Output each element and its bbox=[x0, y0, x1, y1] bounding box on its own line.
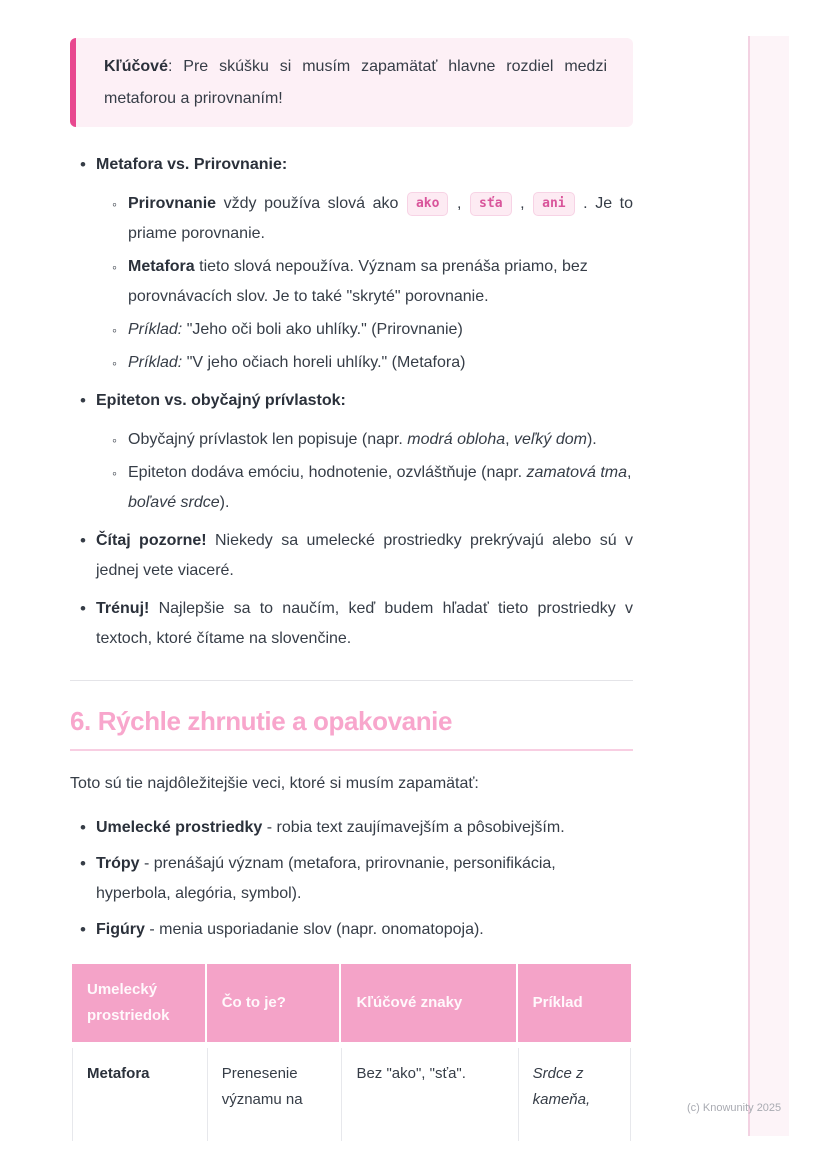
code-chip: ani bbox=[533, 192, 574, 216]
bullet-icon: ◦ bbox=[112, 355, 117, 371]
list-item-text: Príklad: "Jeho oči boli ako uhlíky." (Prirovnanie) bbox=[128, 321, 463, 338]
bullet-icon: • bbox=[80, 391, 86, 410]
table-cell: Prenesenie významu na bbox=[207, 1048, 340, 1141]
bullet-icon: • bbox=[80, 818, 86, 837]
bullet-icon: • bbox=[80, 854, 86, 873]
bullet-icon: ◦ bbox=[112, 465, 117, 481]
section-heading: 6. Rýchle zhrnutie a opakovanie bbox=[70, 703, 633, 751]
callout-text: Kľúčové: Pre skúšku si musím zapamätať hlavne rozdiel medzi metaforou a prirovnaním! bbox=[104, 58, 607, 107]
list-item bbox=[70, 386, 633, 416]
list-item-text: Príklad: "V jeho očiach horeli uhlíky." (Metafora) bbox=[128, 354, 466, 371]
list-item-text: Epiteton dodáva emóciu, hodnotenie, ozvláštňuje (napr. zamatová tma, boľavé srdce). bbox=[128, 464, 632, 511]
table-cell: Srdce z kameňa, bbox=[518, 1048, 631, 1141]
bullet-icon: ◦ bbox=[112, 322, 117, 338]
summary-list bbox=[70, 813, 633, 945]
table-cell: Bez "ako", "sťa". bbox=[341, 1048, 515, 1141]
list-item bbox=[70, 425, 633, 455]
list-item bbox=[70, 252, 633, 312]
table-cell: Metafora bbox=[72, 1048, 205, 1141]
list-item-text: Metafora vs. Prirovnanie: bbox=[96, 156, 288, 173]
bullet-icon: • bbox=[80, 155, 86, 174]
list-item-text: Epiteton vs. obyčajný prívlastok: bbox=[96, 392, 346, 409]
list-item bbox=[70, 458, 633, 518]
list-item bbox=[70, 315, 633, 345]
code-chip: sťa bbox=[470, 192, 511, 216]
list-item bbox=[70, 189, 633, 249]
summary-table bbox=[70, 958, 633, 1141]
copyright-watermark: (c) Knowunity 2025 bbox=[687, 1102, 782, 1114]
list-item bbox=[70, 849, 633, 909]
key-callout bbox=[70, 38, 633, 127]
list-item bbox=[70, 150, 633, 180]
table-header-cell: Čo to je? bbox=[207, 964, 340, 1042]
section-divider bbox=[70, 680, 633, 681]
list-item-text: Umelecké prostriedky - robia text zaujímavejším a pôsobivejším. bbox=[96, 819, 565, 836]
list-item-text: Prirovnanie vždy používa slová ako ako , sťa , ani . Je to priame porovnanie. bbox=[128, 195, 633, 242]
list-item-text: Trénuj! Najlepšie sa to naučím, keď budem hľadať tieto prostriedky v textoch, ktoré čítame na slovenčine. bbox=[96, 600, 633, 647]
page-content bbox=[70, 0, 633, 1141]
table-header-cell: Umelecký prostriedok bbox=[72, 964, 205, 1042]
summary-table-container bbox=[70, 958, 633, 1141]
bullet-icon: • bbox=[80, 531, 86, 550]
table-row bbox=[72, 1048, 631, 1141]
sub-list bbox=[70, 189, 633, 378]
list-item bbox=[70, 348, 633, 378]
table-header-cell: Kľúčové znaky bbox=[341, 964, 515, 1042]
list-item-text: Metafora tieto slová nepoužíva. Význam sa prenáša priamo, bez porovnávacích slov. Je to také "skryté" porovnanie. bbox=[128, 258, 588, 305]
table-header-row bbox=[72, 964, 631, 1042]
section-intro: Toto sú tie najdôležitejšie veci, ktoré si musím zapamätať: bbox=[70, 775, 479, 792]
page-edge-band bbox=[748, 36, 789, 1136]
list-item-text: Čítaj pozorne! Niekedy sa umelecké prostriedky prekrývajú alebo sú v jednej vete viaceré. bbox=[96, 532, 633, 579]
bullet-icon: • bbox=[80, 599, 86, 618]
bullet-icon: • bbox=[80, 920, 86, 939]
code-chip: ako bbox=[407, 192, 448, 216]
list-item-text: Trópy - prenášajú význam (metafora, prirovnanie, personifikácia, hyperbola, alegória, symbol). bbox=[96, 855, 556, 902]
list-item bbox=[70, 813, 633, 843]
list-item-text: Figúry - menia usporiadanie slov (napr. onomatopoja). bbox=[96, 921, 484, 938]
notes-list bbox=[70, 150, 633, 654]
sub-list bbox=[70, 425, 633, 518]
bullet-icon: ◦ bbox=[112, 432, 117, 448]
bullet-icon: ◦ bbox=[112, 196, 117, 212]
list-item-text: Obyčajný prívlastok len popisuje (napr. modrá obloha, veľký dom). bbox=[128, 431, 597, 448]
list-item bbox=[70, 526, 633, 586]
table-header-cell: Príklad bbox=[518, 964, 631, 1042]
list-item bbox=[70, 915, 633, 945]
table-body bbox=[72, 1048, 631, 1141]
list-item bbox=[70, 594, 633, 654]
bullet-icon: ◦ bbox=[112, 259, 117, 275]
